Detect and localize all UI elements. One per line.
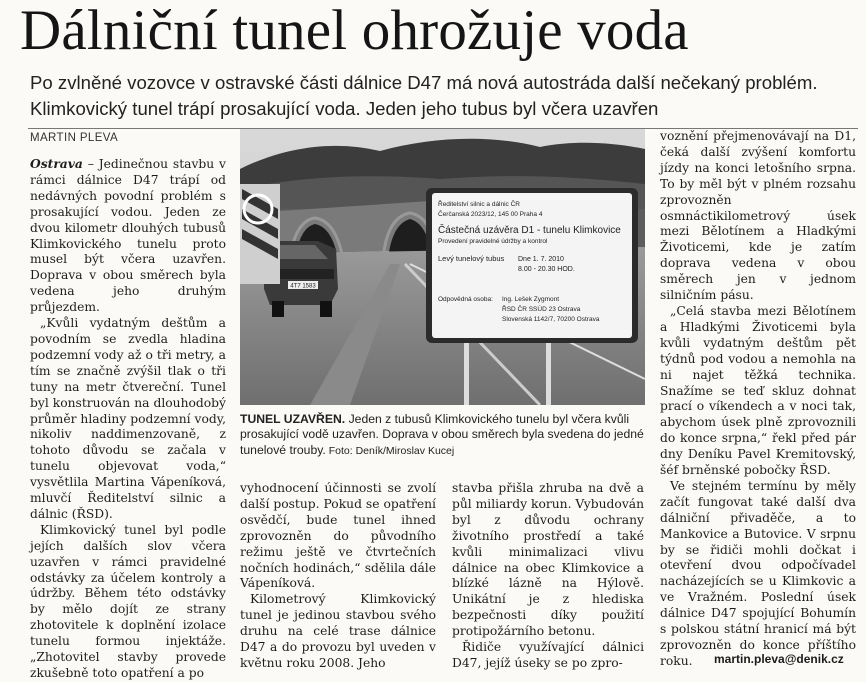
sign-line1: Ředitelství silnic a dálnic ČR <box>438 201 521 208</box>
photo-credit: Foto: Deník/Miroslav Kucej <box>325 444 455 457</box>
paragraph: vyhodnocení účinnosti se zvolí další postup. Pokud se opatření osvědčí, bude tunel ihned zprovozněn do původního režimu ještě ve čtvrtečních nočních hodinách,“ sdělila dále Vápeníková. <box>240 481 436 591</box>
subheadline: Po zvlněné vozovce v ostravské části dálnice D47 má nová autostráda další nečekaný problém. Klimkovický tunel trápí prosakující voda. Jeden jeho tubus byl včera uzavřen <box>30 72 818 119</box>
paragraph: Klimkovický tunel byl podle jejích dalších slov včera uzavřen v rámci pravidelné odstávky za účelem kontroly a údržby. Během této odstávky by mělo dojít ze strany zhotovitele k doplnění izolace tunelu formou injektáže. „Zhotovitel stavby provede zkušebně toto opatření a po <box>30 522 226 680</box>
sign-subtitle: Provedení pravidelné údržby a kontrol <box>438 238 548 245</box>
license-plate: 4T7 1583 <box>290 283 316 290</box>
dateline-place: Ostrava <box>30 156 83 171</box>
paragraph: Kilometrový Klimkovický tunel je jedinou stavbou svého druhu na celé trase dálnice D47 a do provozu byl uveden v květnu roku 2008. Jeho <box>240 592 436 670</box>
sign-responsible-label: Odpovědná osoba: <box>438 296 493 303</box>
sign-left-label: Levý tunelový tubus <box>438 254 505 263</box>
tunnel-photo <box>240 129 645 405</box>
paragraph: voznění přejmenovávají na D1, čeká další zvýšení komfortu jízdy na konci letošního srpna. To by měl být v plném rozsahu zprovozněn osmnáctikilometrový úsek mezi Bělotínem a Hladkými Životicemi, kde je zatím doprava vedena v obou směrech jen v jednom silničním pásu. <box>660 129 856 303</box>
paragraph: Ve stejném termínu by měly začít fungovat také další dva dálniční přivaděče, a to Mankovice a Butovice. V srpnu by se řidiči mohli dočkat i otevření dvou odpočívadel nacházejících se u Klimkovic a ve Vražném. Poslední úsek dálnice D47 spojující Bohumín s polskou státní hranicí má být zprovozněn do konce příštího roku. <box>660 478 856 668</box>
caption-text: Jeden z tubusů Klimkovického tunelu byl včera kvůli prosakující vodě uzavřen. Doprava v obou směrech byla svedena do jedné tunelové trouby. <box>240 412 644 457</box>
caption-lead: TUNEL UZAVŘEN. <box>240 412 346 426</box>
article-column-1 <box>30 156 226 682</box>
article-column-2 <box>240 481 436 672</box>
sign-time: 8.00 - 20.30 HOD. <box>518 266 575 273</box>
article-column-3 <box>452 481 644 672</box>
paragraph: Řidiče využívající dálnici D47, jejíž úseky se po zpro- <box>452 640 644 670</box>
author-email[interactable]: martin.pleva@denik.cz <box>714 652 844 666</box>
paragraph: „Celá stavba mezi Bělotínem a Hladkými Životicemi byla kvůli vydatným deštům pět týdnů pod vodou a nemohla na ni najet těžká technika. Snažíme se teď skluz dohnat prací o víkendech a v noci tak, abychom úsek plně zprovoznili do konce srpna,“ řekl před pár dny Deníku Pavel Kremitovský, šéf brněnské pobočky ŘSD. <box>660 303 856 478</box>
paragraph: „Kvůli vydatným deštům a povodním se zvedla hladina podzemní vody až o tři metry, a tím se značně zvýšil tlak o tři tuny na metr čtvereční. Tunel byl konstruován na dlouhodobý průměr hladiny podzemní vody, nikoliv naddimenzovaně, z tohoto důvodu se začala v tunelu objevovat voda,“ vysvětlila Martina Vápeníková, mluvčí Ředitelství silnic a dálnic (ŘSD). <box>30 316 226 521</box>
sign-title: Částečná uzávěra D1 - tunelu Klimkovice <box>438 225 621 236</box>
byline: MARTIN PLEVA <box>30 132 119 144</box>
sign-responsible-name: Ing. Lešek Zygmont <box>502 296 560 303</box>
paragraph-text: – Jedinečnou stavbu v rámci dálnice D47 trápí od nedávných povodní problém s prosakující vodou. Jeden ze dvou kilometr dlouhých tubusů Klimkovického tunelu proto musel být včera uzavřen. Doprava v obou směrech byla vedena jeho druhým průjezdem. <box>30 157 226 315</box>
sign-date: Dne 1. 7. 2010 <box>518 256 564 263</box>
sign-line2: Čerčanská 2023/12, 145 00 Praha 4 <box>438 211 543 218</box>
article-column-4 <box>660 129 856 670</box>
paragraph: stavba přišla zhruba na dvě a půl miliardy korun. Vybudován byl z důvodu ochrany životního prostředí a také kvůli minimalizaci vlivu dálnice na obec Klimkovice a blízké lázně na Hýlově. Unikátní je z hlediska bezpečnosti díky použití protipožárního betonu. <box>452 481 645 639</box>
headline: Dálniční tunel ohrožuje voda <box>20 0 689 62</box>
paragraph <box>30 156 226 316</box>
sign-address: Slovenská 1142/7, 70200 Ostrava <box>502 316 600 323</box>
sign-org: ŘSD ČR SSÚD 23 Ostrava <box>502 306 581 313</box>
photo-caption <box>240 412 645 459</box>
